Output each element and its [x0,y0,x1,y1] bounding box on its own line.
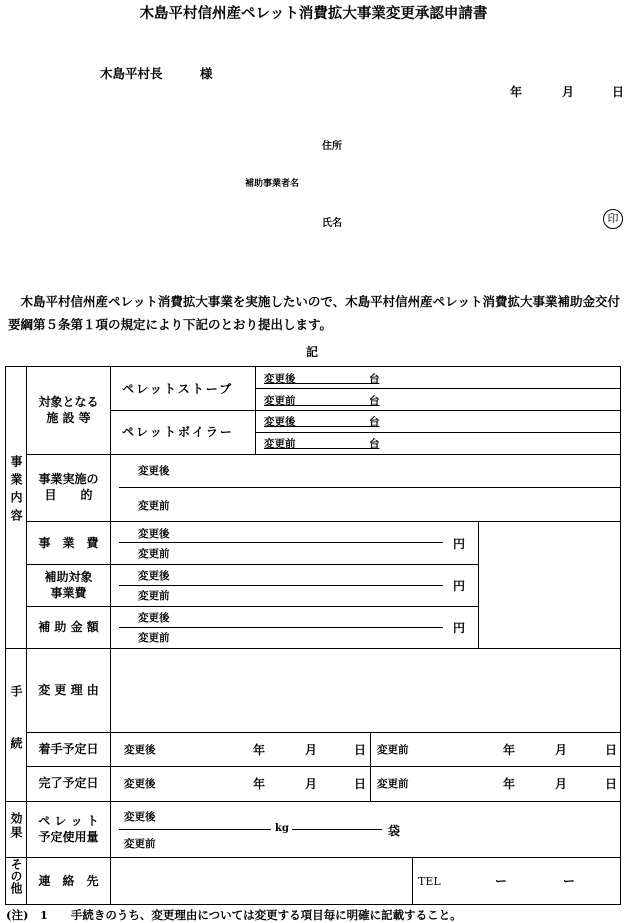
address-label: 住所 [322,141,342,152]
name-label: 氏名 [322,218,342,229]
start-after-month[interactable]: 月 [305,743,318,757]
footnote: (注) 1 手続きのうち、変更理由については変更する項目毎に明確に記載すること。 [6,908,462,922]
eligible-yen: 円 [453,579,466,593]
start-after-label: 変更後 [124,744,156,756]
bags-unit: 袋 [388,824,401,838]
stove-label: ペレットストーブ [122,382,234,396]
start-after-day[interactable]: 日 [354,743,367,757]
addressee: 木島平村長 様 [100,66,213,81]
facility-label: 対象となる 施 設 等 [38,395,99,425]
pellet-before-field[interactable]: 変更前 [124,838,156,850]
finish-before-label: 変更前 [377,778,409,790]
eligible-cost-label: 補助対象 事業費 [44,570,93,600]
eligible-before-field[interactable]: 変更前 [138,590,170,602]
subsidy-yen: 円 [453,621,466,635]
tel-dash-1: ー [495,874,508,888]
tel-label: TEL [418,875,441,888]
section-business: 事業内容 [9,455,23,527]
finish-after-year[interactable]: 年 [253,777,266,791]
cost-yen: 円 [453,537,466,551]
finish-before-month[interactable]: 月 [555,777,568,791]
pellet-label: ペ レ ッ ト 予定使用量 [38,814,99,844]
start-before-month[interactable]: 月 [555,743,568,757]
start-before-day[interactable]: 日 [605,743,618,757]
eligible-after-field[interactable]: 変更後 [138,570,170,582]
cost-before-field[interactable]: 変更前 [138,548,170,560]
body-text: 木島平村信州産ペレット消費拡大事業を実施したいので、木島平村信州産ペレット消費拡大事業補助金交付要綱第５条第１項の規定により下記のとおり提出します。 [8,294,621,332]
contact-label: 連 絡 先 [38,874,99,888]
reason-label: 変 更 理 由 [38,683,99,697]
document-title: 木島平村信州産ペレット消費拡大事業変更承認申請書 [139,5,488,22]
purpose-label: 事業実施の 目 的 [38,472,99,502]
finish-after-label: 変更後 [124,778,156,790]
date-month: 月 [562,85,575,99]
purpose-before-field[interactable]: 変更前 [138,500,170,512]
date-year: 年 [510,85,523,99]
reason-field[interactable] [112,650,619,731]
start-before-label: 変更前 [377,744,409,756]
boiler-label: ペレットボイラー [122,425,234,439]
contact-field[interactable] [112,859,410,903]
start-date-label: 着手予定日 [38,742,99,756]
start-after-year[interactable]: 年 [253,743,266,757]
purpose-after-field[interactable]: 変更後 [138,465,170,477]
stove-before-field[interactable]: 変更前 台 [264,395,380,407]
subsidy-before-field[interactable]: 変更前 [138,632,170,644]
tel-dash-2: ー [563,874,576,888]
date-day: 日 [612,85,625,99]
finish-date-label: 完了予定日 [38,776,99,790]
finish-after-month[interactable]: 月 [305,777,318,791]
applicant-label: 補助事業者名 [245,179,300,189]
section-procedure: 手続 [9,685,23,789]
finish-before-year[interactable]: 年 [503,777,516,791]
seal-icon: 印 [603,209,623,229]
finish-before-day[interactable]: 日 [605,777,618,791]
start-before-year[interactable]: 年 [503,743,516,757]
boiler-after-field[interactable]: 変更後 台 [264,416,380,428]
section-other: その他 [9,858,23,894]
section-effect: 効果 [9,812,23,840]
subsidy-label: 補 助 金 額 [38,620,99,634]
finish-after-day[interactable]: 日 [354,777,367,791]
kg-unit: kg [275,823,289,834]
pellet-after-field[interactable]: 変更後 [124,811,156,823]
cost-after-field[interactable]: 変更後 [138,528,170,540]
cost-label: 事 業 費 [38,536,99,550]
stove-after-field[interactable]: 変更後 台 [264,373,380,385]
subsidy-after-field[interactable]: 変更後 [138,612,170,624]
boiler-before-field[interactable]: 変更前 台 [264,438,380,450]
ki-label: 記 [306,345,319,359]
